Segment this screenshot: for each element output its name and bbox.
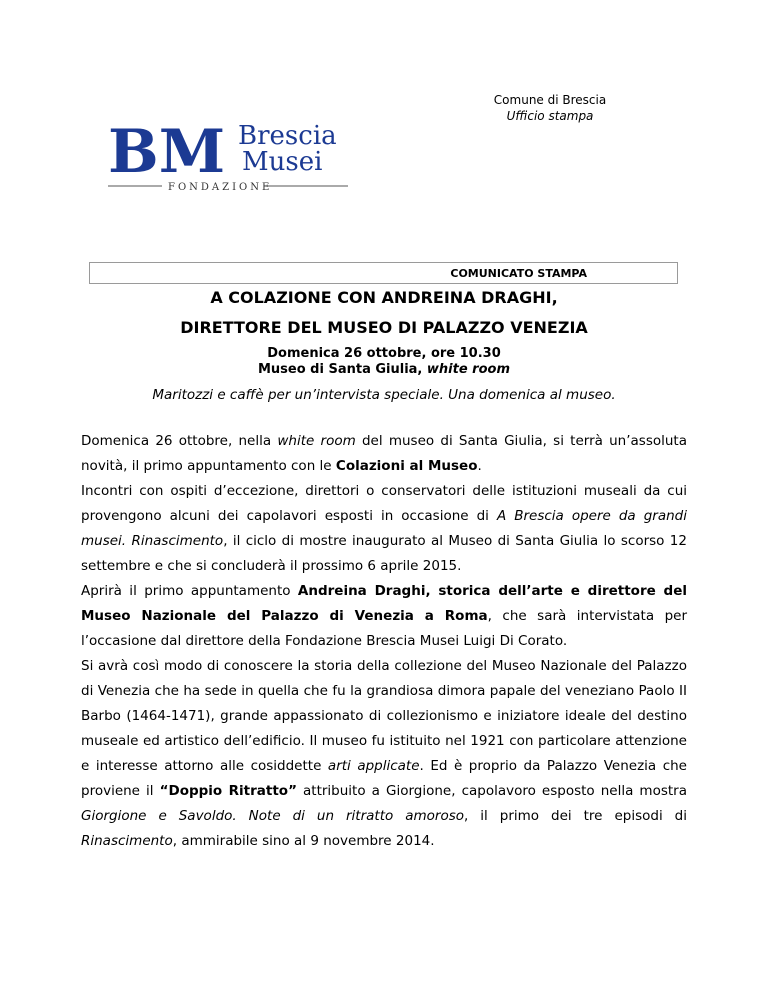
p4-text-a: Si avrà così modo di conoscere la storia della collezione del Museo Nazionale del Palazzo di Venezia che ha sede in quella che fu la grandiosa dimora papale del veneziano Paolo II Barbo (1464-1471), grande appassionato di collezionismo e iniziatore ideale del destino museale ed artistico dell’edificio. Il museo fu istituito nel 1921 con particolare attenzione e interesse attorno alle cosiddette	[81, 658, 687, 774]
p3-text-a: Aprirà il primo appuntamento	[81, 583, 298, 599]
title-line1: A COLAZIONE CON ANDREINA DRAGHI,	[210, 288, 558, 307]
event-date: Domenica 26 ottobre, ore 10.30	[267, 346, 501, 361]
event-place-text: Museo di Santa Giulia,	[257, 362, 427, 377]
banner-label: COMUNICATO STAMPA	[450, 267, 587, 280]
p4-text-d: “Doppio Ritratto”	[159, 783, 297, 799]
p2-text-b: A Brescia opere da grandi musei. Rinascimento	[81, 508, 687, 549]
p4-text-c: . Ed è proprio da Palazzo Venezia che proviene il	[81, 758, 687, 799]
p4-text-h: Rinascimento	[81, 833, 173, 849]
p2-text-c: , il ciclo di mostre inaugurato al Museo di Santa Giulia lo scorso 12 settembre e che si concluderà il prossimo 6 aprile 2015.	[81, 533, 687, 574]
press-office-header	[470, 92, 630, 124]
press-release-banner	[89, 262, 678, 284]
logo-mark: BM	[108, 120, 226, 187]
p4-text-g: , il primo dei tre episodi di	[464, 808, 687, 824]
paragraph-1	[81, 429, 687, 479]
p1-text-b: white room	[277, 433, 356, 449]
p1-text-d: Colazioni al Museo	[335, 458, 478, 474]
logo-line1: Brescia	[238, 121, 337, 151]
p4-text-i: , ammirabile sino al 9 novembre 2014.	[172, 833, 435, 849]
org-name: Comune di Brescia	[493, 93, 607, 107]
office-name: Ufficio stampa	[506, 109, 594, 123]
body-text	[81, 429, 687, 854]
paragraph-3	[81, 579, 687, 654]
p4-text-e: attribuito a Giorgione, capolavoro esposto nella mostra	[296, 783, 687, 799]
p1-text-a: Domenica 26 ottobre, nella	[81, 433, 278, 449]
event-place	[0, 362, 768, 377]
logo-sub: FONDAZIONE	[168, 182, 273, 192]
p2-text-a: Incontri con ospiti d’eccezione, direttori o conservatori delle istituzioni museali da cui provengono alcuni dei capolavori esposti in occasione di	[81, 483, 687, 524]
title-line2: DIRETTORE DEL MUSEO DI PALAZZO VENEZIA	[180, 318, 588, 337]
brescia-musei-logo	[108, 120, 352, 192]
paragraph-2	[81, 479, 687, 579]
p3-text-b: Andreina Draghi, storica dell’arte e direttore del Museo Nazionale del Palazzo di Venezia a Roma	[81, 583, 687, 624]
p1-text-c: del museo di Santa Giulia, si terrà un’assoluta novità, il primo appuntamento con le	[81, 433, 688, 474]
p4-text-f: Giorgione e Savoldo. Note di un ritratto amoroso	[81, 808, 465, 824]
p4-text-b: arti applicate	[327, 758, 420, 774]
p1-text-e: .	[477, 458, 482, 474]
event-room: white room	[426, 362, 511, 377]
p3-text-c: , che sarà intervistata per l’occasione dal direttore della Fondazione Brescia Musei Luigi Di Corato.	[81, 608, 688, 649]
logo-line2: Musei	[242, 147, 323, 177]
paragraph-4	[81, 654, 687, 854]
tagline: Maritozzi e caffè per un’intervista speciale. Una domenica al museo.	[152, 387, 616, 403]
